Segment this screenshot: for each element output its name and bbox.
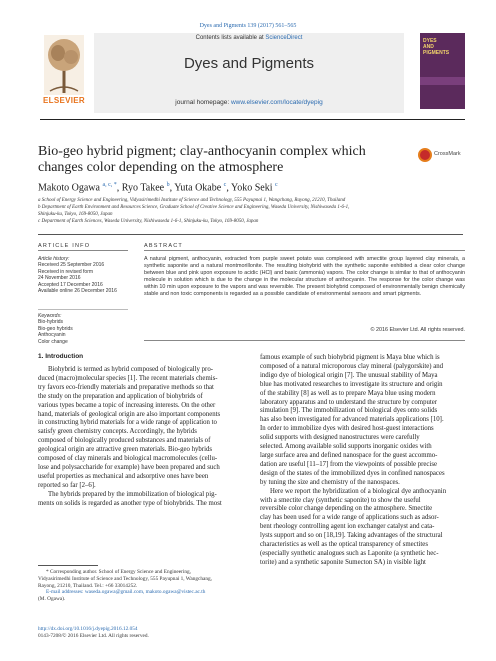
body-line: useful properties as mechanical and adsorptive ones have been	[38, 472, 209, 480]
cover-title: DYES AND PIGMENTS	[423, 38, 450, 56]
body-line: by tuning the size and chemistry of the nanospaces.	[260, 478, 400, 486]
author-affil-marker[interactable]: c	[223, 182, 227, 188]
body-line: ments on solids is regarded as another type of biohybrids. The most	[38, 499, 222, 507]
keyword: Bio-geo hybrids	[38, 325, 73, 332]
body-line: dation are useful [11–17] from the viewpoints of possible precise	[260, 460, 437, 468]
abstract-heading: ABSTRACT	[144, 243, 183, 249]
author-name[interactable]: Ryo Takee	[121, 182, 165, 194]
body-line: famous example of such biohybrid pigment is Maya blue which is	[260, 354, 440, 361]
doi-link[interactable]: http://dx.doi.org/10.1016/j.dyepig.2016.12.054	[38, 626, 138, 632]
journal-name: Dyes and Pigments	[183, 55, 315, 72]
body-line: try favors eco-friendly materials and preparative methods so that	[38, 383, 214, 391]
body-line: large surface area and defined nanospace for the guest accommo-	[260, 451, 438, 459]
header-divider	[38, 234, 463, 235]
body-line: design of the states of the immobilized dyes in confined nanospaces	[260, 469, 445, 477]
homepage-prefix: journal homepage:	[175, 99, 231, 106]
history-line: 24 November 2016	[38, 275, 81, 282]
body-line: satisfy green chemistry concepts. Accordingly, the hybrids	[38, 428, 197, 436]
issn-copyright: 0143-7208/© 2016 Elsevier Ltd. All rights reserved.	[38, 632, 149, 639]
footnote-line: * Corresponding author. School of Energy Science and Engineering,	[46, 569, 191, 575]
keyword: Color change	[38, 338, 68, 345]
body-line: duced (macro)molecular species [1]. The recent materials chemis-	[38, 374, 218, 382]
body-line: Biohybrid is termed as hybrid composed of biologically pro-	[48, 366, 213, 373]
body-line: laboratory apparatus and to understand the structure by computer	[260, 398, 438, 406]
body-line: solid supports with designed nanostructures were carefully	[260, 434, 420, 442]
footnote-rule	[38, 565, 98, 566]
body-line: composed of clay minerals and biological macromolecules (cellu-	[38, 455, 218, 463]
publisher-name: ELSEVIER	[43, 96, 85, 105]
sciencedirect-link[interactable]: ScienceDirect	[265, 35, 303, 41]
footnote-line: Rayong, 21210, Thailand. Tel.: +66 33014252.	[38, 582, 138, 589]
body-line: in constructing hybrid materials for a wide range of application to	[38, 419, 217, 427]
author-name[interactable]: Yoko Seki	[230, 182, 273, 194]
body-line: torite) and a synthetic saponite Sumecton SA) in visible light	[260, 558, 426, 566]
body-line: In order to immobilize dyes with desired host-guest interactions	[260, 425, 434, 433]
section-heading-introduction: 1. Introduction	[38, 353, 84, 360]
journal-masthead	[40, 33, 465, 120]
body-line: (especially synthetic analogues such as Laponite (a synthetic hec-	[260, 549, 439, 557]
crossmark-badge[interactable]	[418, 148, 466, 168]
abstract-copyright: © 2016 Elsevier Ltd. All rights reserved.	[370, 327, 465, 333]
author-affil-marker[interactable]: a, c, *	[102, 182, 117, 188]
article-footer	[38, 626, 338, 640]
body-line: indigo dye of biological origin [7]. The unusual stability of Maya	[260, 371, 438, 379]
body-line: various types became a topic of increasing interests. On the other	[38, 401, 216, 409]
body-line: reported so far [2–6].	[38, 481, 96, 489]
history-line: Available online 26 December 2016	[38, 288, 117, 295]
body-line: Here we report the hybridization of a biological dye anthocyanin	[270, 487, 447, 495]
affiliation-b: b Department of Earth Environment and Resources Science, Graduate School of Creative Science and Engineering, Waseda University, Nishiwaseda 1-6-1,	[38, 205, 350, 210]
contents-prefix: Contents lists available at	[195, 35, 266, 41]
body-line: clay has been used for a wide range of applications such as adsor-	[260, 514, 439, 522]
body-line: has also been investigated for advanced materials applications [10].	[260, 416, 444, 424]
author-name[interactable]: Yuta Okabe	[174, 182, 222, 194]
affiliation-a: a School of Energy Science and Engineering, Vidyasirimedhi Institute of Science and Technology, 555 Payupnai 1, Wangchang, Rayong, 21210, Thailand	[38, 198, 346, 203]
article-info-heading: ARTICLE INFO	[38, 243, 91, 249]
crossmark-icon	[418, 148, 432, 162]
journal-citation[interactable]: Dyes and Pigments 139 (2017) 561–565	[199, 23, 297, 29]
body-line: of the stability [8] as well as to prepare Maya blue using modern	[260, 389, 436, 397]
homepage-link[interactable]: www.elsevier.com/locate/dyepig	[230, 99, 323, 106]
body-line: composed of a natural microporous clay mineral (palygorskite) and	[260, 362, 444, 370]
cover-band	[420, 77, 465, 85]
body-line: with a smectite clay (synthetic saponite) to show the useful	[260, 496, 421, 504]
body-column-left	[38, 366, 241, 509]
footnote-line: (M. Ogawa).	[38, 596, 66, 603]
article-info-rule	[38, 250, 128, 251]
body-line: geological origin are attractive green materials. Bio-geo hybrids	[38, 446, 213, 454]
author-affil-marker[interactable]: b	[166, 182, 170, 188]
journal-cover-thumbnail[interactable]	[420, 33, 465, 109]
abstract-bottom-rule	[144, 340, 465, 341]
body-line: bent rheology controlling agent ion exchanger catalyst and cata-	[260, 523, 435, 531]
article-history-heading: Article history:	[38, 256, 70, 262]
abstract-rule	[144, 250, 465, 251]
body-line: The hybrids prepared by the immobilization of biological pig-	[48, 490, 217, 498]
keywords-heading: Keywords:	[38, 313, 62, 319]
body-line: lose and polysaccharide for example) have been prepared and such	[38, 463, 220, 471]
elsevier-tree-icon	[44, 35, 84, 95]
article-history	[38, 256, 138, 294]
body-line: characteristics as well as the optical transparency of smectites	[260, 541, 428, 549]
abstract-text: A natural pigment, anthocyanin, extracted from purple sweet potato was complexed with smectite group layered clay minerals, a synthetic saponite and a natural montmorillonite. The resulting biohybrid with the synthetic saponite exhibited a clear color change between blue and pink upon exposure to acidic (HCl) and basic (ammonia) vapors. The color change is similar to that of anthocyanin molecule in solution which is due to the change in the molecular structure of anthocyanin. The response for the color change was within 10 min upon exposure to the vapors and was reversible. The present biohybrid composed of environmentally benign chemically stable and non toxic components is regarded as a possible candidate of environmental sensors and smart pigments.	[144, 256, 465, 297]
history-line: Accepted 17 December 2016	[38, 281, 103, 288]
author-list: Makoto Ogawa $^{a, c, *}$, Ryo Takee $^b$, Yuta Okabe $^c$, Yoko Seki $^c$	[38, 182, 278, 194]
keywords-rule	[38, 309, 128, 310]
body-line: blue has motivated researches to investigate its structure and origin	[260, 380, 443, 388]
author-affil-marker[interactable]: c	[274, 182, 278, 188]
corresponding-author-footnote	[38, 569, 243, 603]
author-name[interactable]: Makoto Ogawa	[38, 182, 100, 194]
history-line: Received in revised form	[38, 268, 94, 275]
keywords	[38, 313, 138, 345]
article-title: Bio-geo hybrid pigment; clay-anthocyanin complex which changes color depending on the atmosphere	[38, 144, 366, 175]
body-line: composed of biologically produced substances and materials of	[38, 437, 211, 445]
crossmark-label: CrossMark	[434, 151, 461, 157]
body-column-right	[260, 354, 465, 568]
affiliation-c: c Department of Earth Sciences, Waseda University, Nishiwaseda 1-6-1, Shinjuku-ku, Tokyo, 169-8050, Japan	[38, 219, 259, 224]
body-line: reversible color change depending on the atmosphere. Smectite	[260, 505, 433, 513]
body-line: the study on the preparation and application of biohybrids of	[38, 392, 203, 400]
affiliation-b-cont: Shinjuku-ku, Tokyo, 169-8050, Japan	[38, 212, 113, 217]
keyword: Bio-hybrids	[38, 319, 64, 326]
footnote-email-line[interactable]: E-mail addresses: waseda.ogawa@gmail.com, makoto.ogawa@vistec.ac.th	[46, 589, 206, 596]
body-line: selected. Among available solid supports inorganic oxides with	[260, 443, 432, 451]
body-line: hand, materials of geological origin are also important components	[38, 410, 221, 418]
homepage-line	[94, 99, 404, 106]
footnote-line: Vidyasirimedhi Institute of Science and Technology, 555 Payupnai 1, Wangchang,	[38, 575, 212, 582]
keyword: Anthocyanin	[38, 332, 66, 339]
elsevier-logo	[40, 33, 88, 113]
body-line: lysts support and so on [18,19]. Taking advantages of the structural	[260, 532, 443, 540]
contents-line	[94, 35, 404, 41]
body-line: simulation [9]. The immobilization of biological dyes onto solids	[260, 407, 438, 415]
history-line: Received 25 September 2016	[38, 262, 105, 269]
